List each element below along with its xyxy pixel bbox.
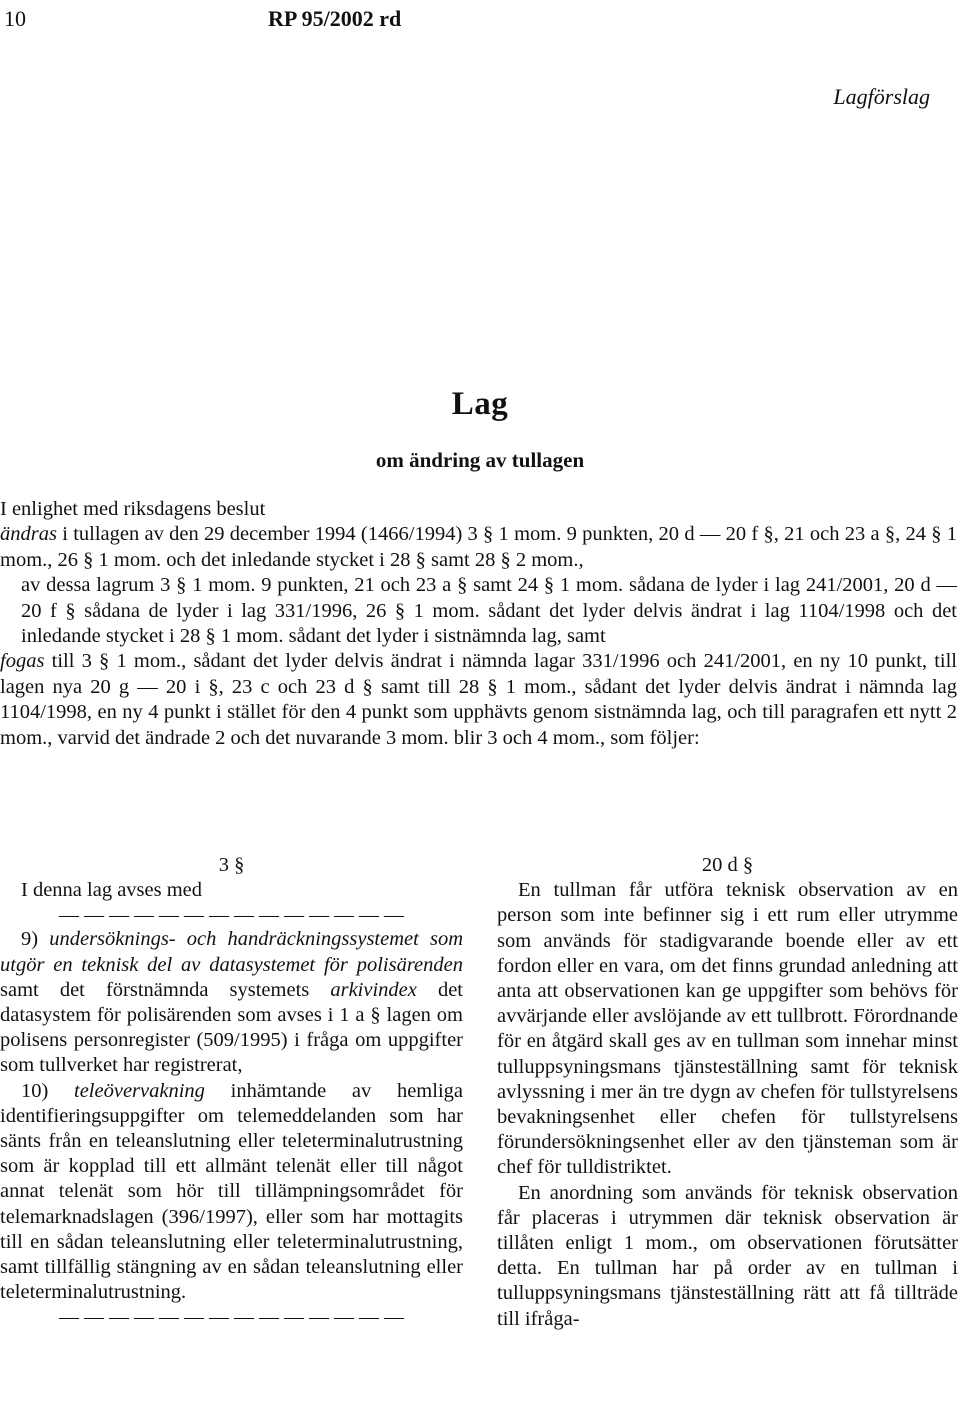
section-label: Lagförslag: [833, 84, 930, 109]
omission-dashes: — — — — — — — — — — — — — —: [59, 1306, 404, 1329]
omission-dashes: — — — — — — — — — — — — — —: [59, 904, 404, 927]
definitions-lead: I denna lag avses med: [21, 879, 203, 902]
amend-text: i tullagen av den 29 december 1994 (1466/1994) 3 § 1 mom. 9 punkten, 20 d — 20 f §, 21 och 23 a §, 24 § 1 mom., 26 § 1 mom. och det inledande stycket i 28 § samt 28 § 2 mom.,: [0, 523, 957, 571]
intro-amend-paragraph: [0, 522, 957, 573]
add-keyword: fogas: [0, 650, 45, 673]
definition-item-9: [0, 927, 463, 1078]
page-header: [0, 6, 960, 32]
defined-term: arkivindex: [330, 978, 417, 1001]
defined-term: teleövervakning: [74, 1079, 205, 1102]
section-paragraph-2: En anordning som används för teknisk observation får placeras i utrymmen där teknisk observation är tillåten enligt 1 mom., om observationen förutsätter detta. En tullman har på order av en tullman i tulluppsyningsmans tjänsteställning rätt att få tillträde till ifråga-: [497, 1181, 958, 1330]
law-subtitle: om ändring av tullagen: [375, 448, 585, 472]
intro-line: I enlighet med riksdagens beslut: [0, 498, 266, 520]
item-text: samt det förstnämnda systemets: [0, 978, 331, 1001]
law-title: Lag: [451, 386, 509, 422]
intro-source-paragraph: av dessa lagrum 3 § 1 mom. 9 punkten, 21 och 23 a § samt 24 § 1 mom. sådana de lyder i lag 241/2001, 20 d — 20 f § sådana de lyder i lag 331/1996, 26 § 1 mom. sådant det lyder delvis ändrat i lag 1104/1998 och det inledande stycket i 28 § 1 mom. sådant det lyder i sistnämnda lag, samt: [21, 574, 957, 648]
intro-add-paragraph: [0, 649, 957, 751]
enactment-clause: [0, 497, 957, 751]
item-number: 9): [21, 928, 50, 951]
add-text: till 3 § 1 mom., sådant det lyder delvis ändrat i nämnda lagar 331/1996 och 241/2001, en ny 10 punkt, till lagen nya 20 g — 20 i §, 23 c och 23 d § samt till 28 § 1 mom., sådant det lyder delvis ändrat i nämnda lag 1104/1998, en ny 4 punkt i stället för den 4 punkt som upphävts genom sistnämnda lag, och till paragrafen ett nytt 2 mom., varvid det ändrade 2 och det nuvarande 3 mom. blir 3 och 4 mom., som följer:: [0, 650, 957, 749]
left-column: [0, 853, 463, 1329]
right-column: [497, 853, 958, 1332]
defined-term: undersöknings- och handräckningssystemet som utgör en teknisk del av datasystemet för polisärenden: [0, 928, 463, 976]
section-heading-20d: 20 d §: [701, 854, 754, 876]
section-paragraph-1: En tullman får utföra teknisk observation av en person som inte befinner sig i ett rum eller utrymme som används för stadigvarande boende eller av ett fordon eller en vara, om det finns grundad anledning att anta att observationen kan ge uppgifter som behövs för avvärjande eller avslöjande av ett tullbrott. Förordnande för en åtgärd skall ges av en tullman som innehar minst tulluppsyningsmans tjänsteställning samt för teknisk avlyssning i mer än tre dygn av chefen för tullstyrelsens bevakningsenhet eller chefen för tullstyrelsens förundersökningsenhet eller av den tjänsteman som är chef för tulldistriktet.: [497, 879, 958, 1179]
amend-keyword: ändras: [0, 523, 57, 546]
item-number: 10): [21, 1079, 75, 1102]
item-text: det datasystem för polisärenden som avses i 1 a § lagen om polisens personregister (509/1995) i fråga om uppgifter som tullverket har registrerat,: [0, 978, 464, 1077]
item-text: inhämtande av hemliga identifieringsuppgifter om telemeddelanden som har sänts från en teleanslutning eller teleterminalutrustning som är kopplad till ett allmänt telenät eller till något annat telenät som hör till tillämpningsområdet för telemarknadslagen (396/1997), eller som har mottagits till en sådan teleanslutning eller teleterminalutrustning, samt tillfällig stängning av en sådan teleanslutning eller teleterminalutrustning.: [0, 1079, 463, 1304]
page-number: 10: [4, 6, 26, 31]
section-heading-3: 3 §: [218, 854, 245, 876]
document-code: RP 95/2002 rd: [268, 6, 402, 31]
definition-item-10: [0, 1079, 463, 1306]
